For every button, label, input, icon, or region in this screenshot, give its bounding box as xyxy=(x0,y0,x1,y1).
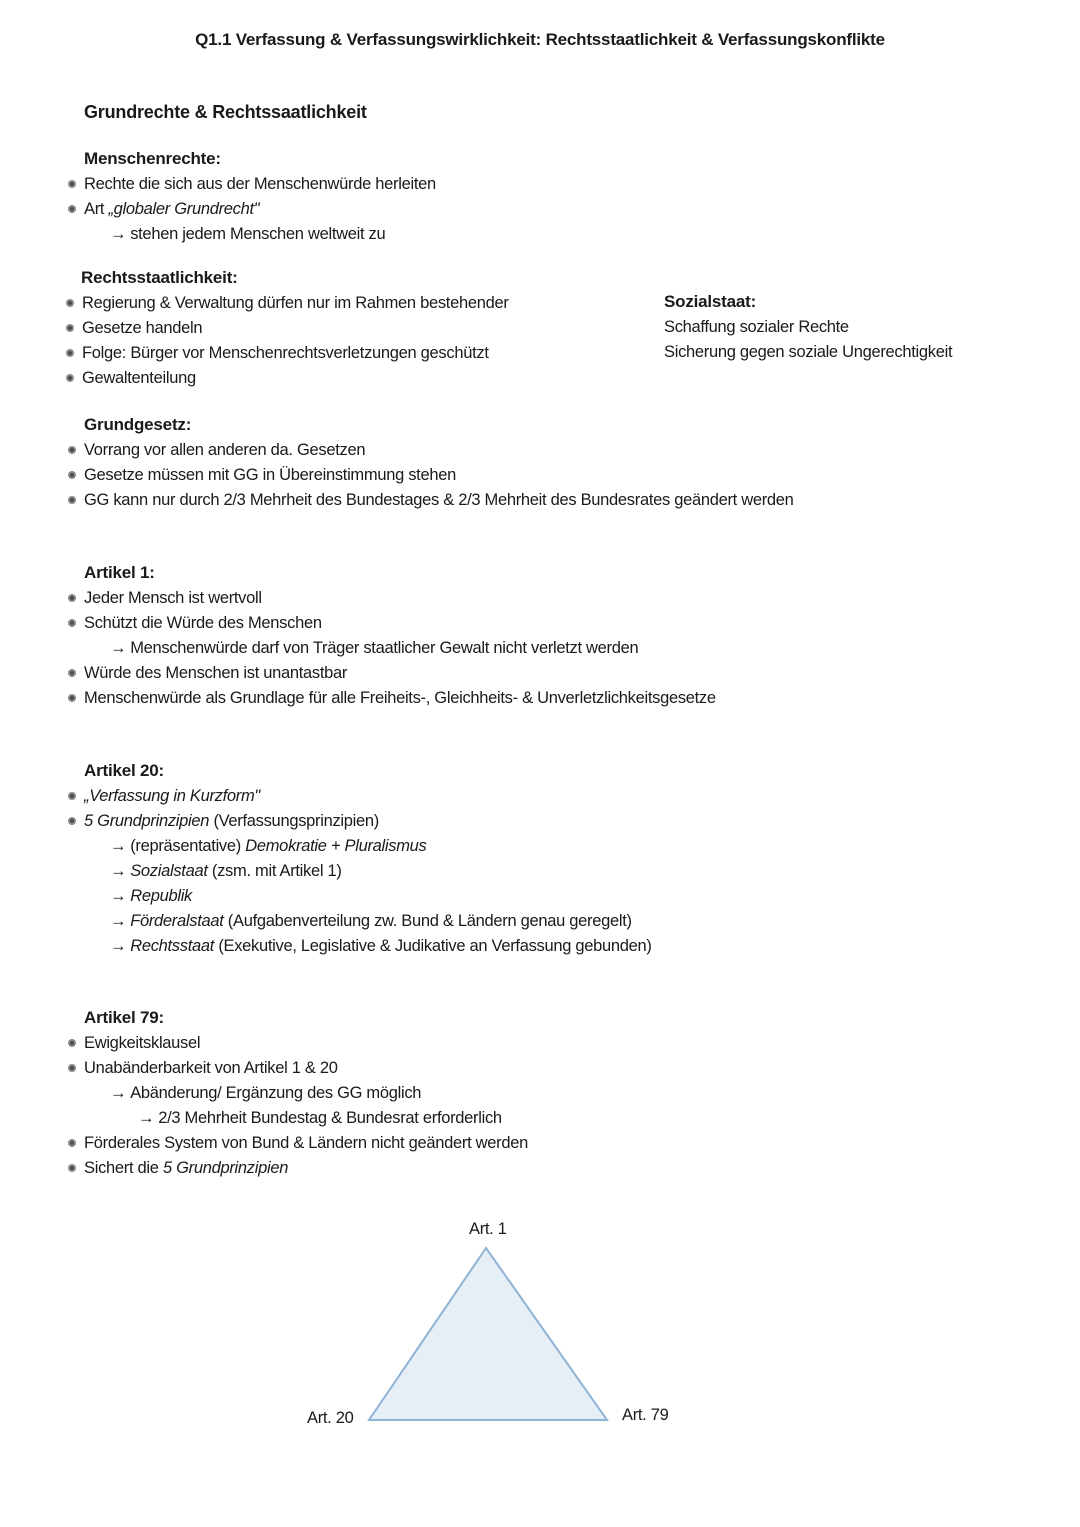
sozialstaat-heading: Sozialstaat: xyxy=(664,292,757,311)
sub-item: → Rechtsstaat (Exekutive, Legislative & Judikative an Verfassung gebunden) xyxy=(110,937,652,955)
list-item: Schützt die Würde des Menschen xyxy=(68,613,322,633)
arrow-right-icon: → xyxy=(110,1084,127,1102)
artikel20-heading: Artikel 20: xyxy=(84,761,165,780)
arrow-right-icon: → xyxy=(110,639,127,657)
list-item: Art „globaler Grundrecht" xyxy=(68,199,259,219)
page-title: Q1.1 Verfassung & Verfassungswirklichkeit: Rechtsstaatlichkeit & Verfassungskonflikte xyxy=(195,30,885,49)
artikel1-heading: Artikel 1: xyxy=(84,563,155,582)
triangle-label-right: Art. 79 xyxy=(622,1406,669,1424)
sub-item: → Republik xyxy=(110,887,193,905)
sub-item: → Sozialstaat (zsm. mit Artikel 1) xyxy=(110,862,342,880)
artikel79-heading: Artikel 79: xyxy=(84,1008,165,1027)
list-item: Ewigkeitsklausel xyxy=(68,1033,200,1053)
arrow-right-icon: → xyxy=(110,912,127,930)
sub-item: → Menschenwürde darf von Träger staatlicher Gewalt nicht verletzt werden xyxy=(110,639,639,657)
list-item: Jeder Mensch ist wertvoll xyxy=(68,588,262,608)
list-item: „Verfassung in Kurzform" xyxy=(68,786,260,806)
list-item: Sichert die 5 Grundprinzipien xyxy=(68,1158,288,1178)
sub-item: → Förderalstaat (Aufgabenverteilung zw. Bund & Ländern genau geregelt) xyxy=(110,912,632,930)
grundgesetz-heading: Grundgesetz: xyxy=(84,415,192,434)
list-item: Menschenwürde als Grundlage für alle Freiheits-, Gleichheits- & Unverletzlichkeitsgesetze xyxy=(68,688,716,708)
list-item: Rechte die sich aus der Menschenwürde herleiten xyxy=(68,174,436,194)
arrow-right-icon: → xyxy=(110,225,127,243)
list-item: Vorrang vor allen anderen da. Gesetzen xyxy=(68,440,365,460)
list-item: Förderales System von Bund & Ländern nicht geändert werden xyxy=(68,1133,528,1153)
sozialstaat-line: Sicherung gegen soziale Ungerechtigkeit xyxy=(664,343,953,361)
sub-item: → stehen jedem Menschen weltweit zu xyxy=(110,225,386,243)
sub-item: → Abänderung/ Ergänzung des GG möglich xyxy=(110,1084,422,1102)
arrow-right-icon: → xyxy=(110,862,127,880)
arrow-right-icon: → xyxy=(110,837,127,855)
arrow-right-icon: → xyxy=(110,937,127,955)
list-item: Unabänderbarkeit von Artikel 1 & 20 xyxy=(68,1058,338,1078)
sub-item: → (repräsentative) Demokratie + Pluralismus xyxy=(110,837,427,855)
sub-sub-item: → 2/3 Mehrheit Bundestag & Bundesrat erforderlich xyxy=(138,1109,502,1127)
triangle-label-top: Art. 1 xyxy=(469,1220,507,1238)
menschenrechte-heading: Menschenrechte: xyxy=(84,149,221,168)
sozialstaat-line: Schaffung sozialer Rechte xyxy=(664,318,849,336)
list-item: GG kann nur durch 2/3 Mehrheit des Bundestages & 2/3 Mehrheit des Bundesrates geändert werden xyxy=(68,490,794,510)
list-item: Gesetze handeln xyxy=(66,318,202,338)
section-heading: Grundrechte & Rechtssaatlichkeit xyxy=(84,102,367,122)
list-item: Gewaltenteilung xyxy=(66,368,196,388)
rechtsstaat-heading: Rechtsstaatlichkeit: xyxy=(81,268,238,287)
arrow-right-icon: → xyxy=(138,1109,155,1127)
triangle-label-left: Art. 20 xyxy=(307,1409,354,1427)
list-item: Regierung & Verwaltung dürfen nur im Rahmen bestehender xyxy=(66,293,509,313)
list-item: Folge: Bürger vor Menschenrechtsverletzungen geschützt xyxy=(66,343,489,363)
triangle-shape xyxy=(369,1248,607,1420)
arrow-right-icon: → xyxy=(110,887,127,905)
list-item: 5 Grundprinzipien (Verfassungsprinzipien) xyxy=(68,811,379,831)
list-item: Gesetze müssen mit GG in Übereinstimmung stehen xyxy=(68,465,456,485)
list-item: Würde des Menschen ist unantastbar xyxy=(68,663,347,683)
